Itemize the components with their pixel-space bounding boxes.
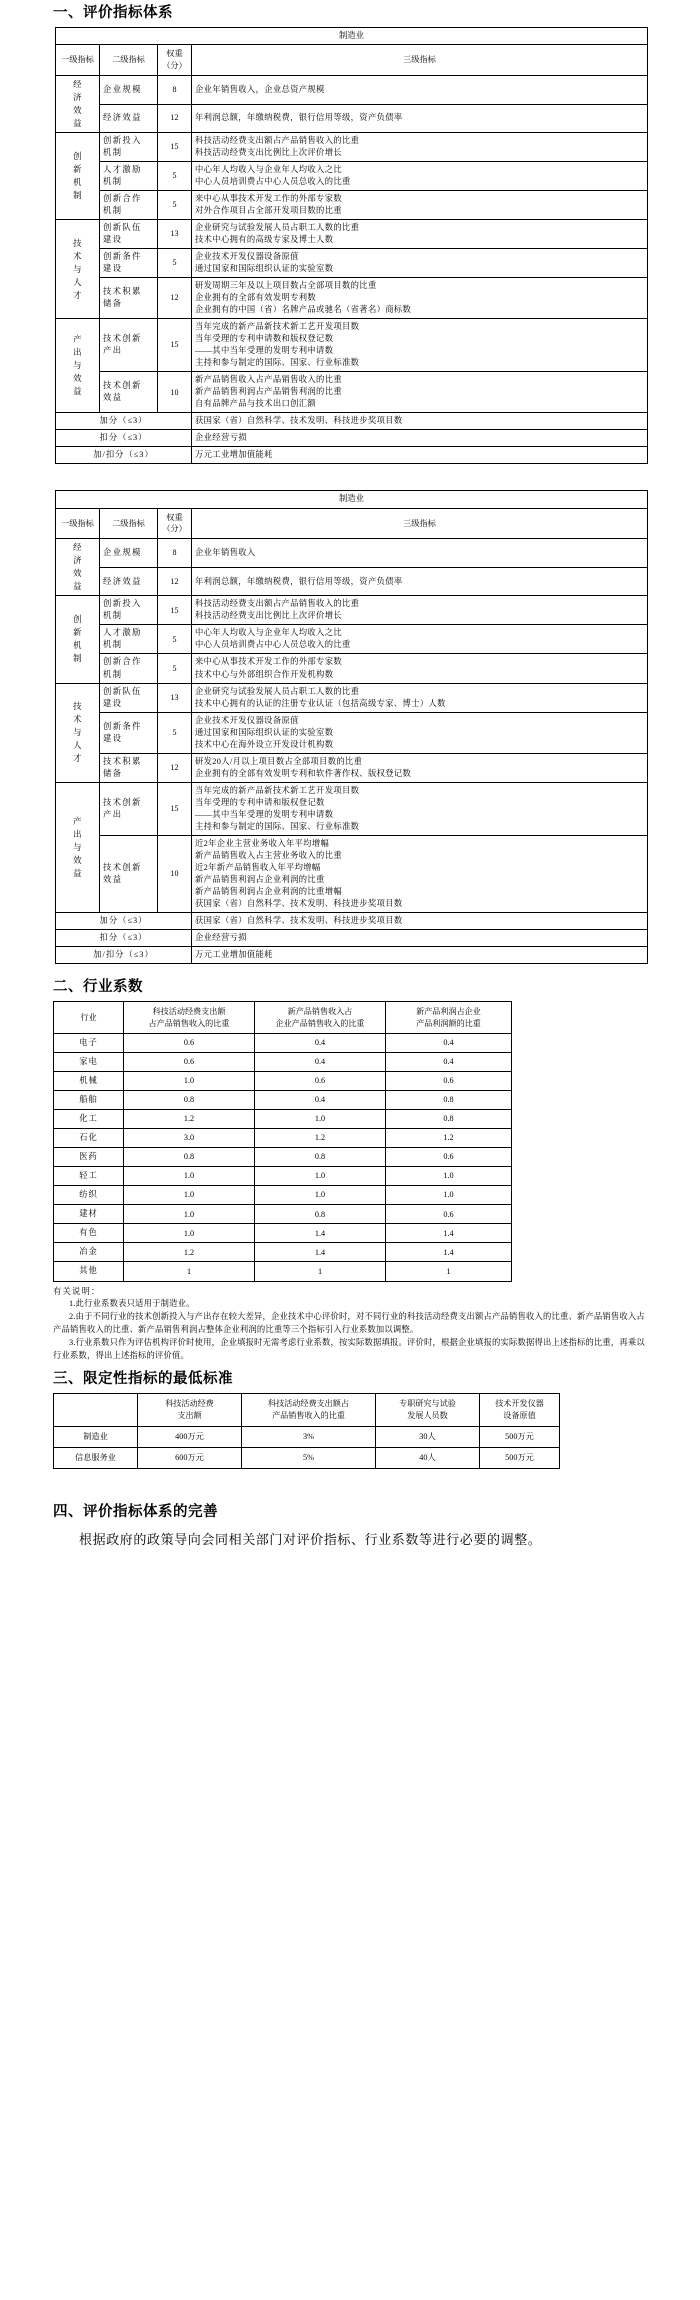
coef-row <box>54 1091 512 1110</box>
coef-value-cell-1: 1.0 <box>124 1224 255 1243</box>
coef-industry-cell: 其他 <box>54 1262 124 1281</box>
level3-line: ——其中当年受理的发明专利申请数 <box>195 809 334 819</box>
level1-cell: 经 济 效 益 <box>56 75 100 132</box>
table-extra-row <box>56 413 648 430</box>
extra-value-cell: 获国家（省）自然科学、技术发明、科技进步奖项目数 <box>192 912 648 929</box>
level3-line: 主持和参与制定的国际、国家、行业标准数 <box>195 821 360 831</box>
weight-cell: 15 <box>158 782 192 835</box>
level1-cell: 创 新 机 制 <box>56 596 100 683</box>
level2-cell: 技术创新 产出 <box>100 319 158 372</box>
level3-line: 企业研究与试验发展人员占职工人数的比重 <box>195 686 360 696</box>
level3-cell <box>192 372 648 413</box>
level3-cell <box>192 539 648 568</box>
weight-cell: 5 <box>158 625 192 654</box>
min-name-cell: 制造业 <box>54 1426 138 1447</box>
section-4-title: 四、评价指标体系的完善 <box>53 1503 218 1520</box>
min-value-cell-3: 40人 <box>376 1447 480 1468</box>
coef-value-cell-1: 0.6 <box>124 1034 255 1053</box>
level3-cell <box>192 249 648 278</box>
weight-cell: 15 <box>158 319 192 372</box>
level3-cell <box>192 133 648 162</box>
coef-row <box>54 1110 512 1129</box>
level2-cell: 创新条件 建设 <box>100 712 158 753</box>
header-weight: 权重 （分） <box>158 508 192 539</box>
table-row <box>56 249 648 278</box>
level2-cell: 经济效益 <box>100 104 158 133</box>
table-row <box>56 625 648 654</box>
coef-value-cell-3: 1.2 <box>386 1129 512 1148</box>
level3-cell <box>192 278 648 319</box>
table-extra-row <box>56 912 648 929</box>
weight-cell: 8 <box>158 75 192 104</box>
min-header-cell-1: 科技活动经费 支出额 <box>138 1393 242 1426</box>
min-value-cell-1: 600万元 <box>138 1447 242 1468</box>
weight-cell: 10 <box>158 835 192 912</box>
coef-industry-cell: 机械 <box>54 1072 124 1091</box>
weight-cell: 12 <box>158 278 192 319</box>
coef-value-cell-2: 0.4 <box>255 1091 386 1110</box>
weight-cell: 12 <box>158 567 192 596</box>
level3-line: 当年受理的专利申请数和版权登记数 <box>195 334 334 344</box>
header-level1: 一级指标 <box>56 45 100 76</box>
coef-value-cell-2: 1.0 <box>255 1167 386 1186</box>
weight-cell: 15 <box>158 596 192 625</box>
min-value-cell-2: 3% <box>242 1426 376 1447</box>
note-item-3: 3.行业系数只作为评估机构评价时使用，企业填报时无需考虑行业系数，按实际数据填报。评价时，根据企业填报的实际数据得出上述指标的比重，再乘以行业系数，得出上述指标的评价值。 <box>53 1337 645 1360</box>
level3-line: 技术中心与外部组织合作开发机构数 <box>195 669 334 679</box>
industry-coefficient-table <box>53 1001 512 1282</box>
level3-line: 科技活动经费支出比例比上次评价增长 <box>195 611 342 621</box>
coef-value-cell-2: 0.8 <box>255 1148 386 1167</box>
table-row <box>56 683 648 712</box>
table-row <box>56 319 648 372</box>
coef-value-cell-2: 1.2 <box>255 1129 386 1148</box>
coef-value-cell-1: 1 <box>124 1262 255 1281</box>
table-row <box>56 104 648 133</box>
coef-value-cell-3: 0.4 <box>386 1053 512 1072</box>
coef-value-cell-3: 1 <box>386 1262 512 1281</box>
coef-header-cell-1: 科技活动经费支出额 占产品销售收入的比重 <box>124 1001 255 1033</box>
coef-value-cell-2: 1 <box>255 1262 386 1281</box>
table-row <box>56 654 648 683</box>
coef-row <box>54 1167 512 1186</box>
level2-cell: 人才激励 机制 <box>100 162 158 191</box>
coef-industry-cell: 船舶 <box>54 1091 124 1110</box>
table-row <box>56 712 648 753</box>
level2-cell: 创新合作 机制 <box>100 191 158 220</box>
coef-value-cell-3: 0.4 <box>386 1034 512 1053</box>
table-extra-row <box>56 430 648 447</box>
coef-value-cell-2: 0.6 <box>255 1072 386 1091</box>
level3-line: 来中心从事技术开发工作的外部专家数 <box>195 194 342 204</box>
coef-row <box>54 1148 512 1167</box>
extra-value-cell: 企业经营亏损 <box>192 430 648 447</box>
level3-line: 研发20人/月以上项目数占全部项目数的比重 <box>195 756 363 766</box>
level3-cell <box>192 712 648 753</box>
level2-cell: 经济效益 <box>100 567 158 596</box>
extra-label-cell: 加分（≤3） <box>56 413 192 430</box>
level3-line: 企业拥有的中国（省）名牌产品或驰名（省著名）商标数 <box>195 305 412 315</box>
level3-cell <box>192 596 648 625</box>
weight-cell: 8 <box>158 539 192 568</box>
coef-value-cell-2: 0.4 <box>255 1034 386 1053</box>
level2-cell: 创新队伍 建设 <box>100 683 158 712</box>
level3-line: 技术中心拥有的认证的注册专业认证（包括高级专家、博士）人数 <box>195 698 446 708</box>
min-name-cell: 信息服务业 <box>54 1447 138 1468</box>
coef-row <box>54 1072 512 1091</box>
weight-cell: 5 <box>158 191 192 220</box>
weight-cell: 13 <box>158 220 192 249</box>
level3-cell <box>192 104 648 133</box>
level3-cell <box>192 683 648 712</box>
coef-value-cell-3: 1.4 <box>386 1243 512 1262</box>
table-1-wrapper <box>55 27 700 464</box>
coef-value-cell-1: 1.0 <box>124 1186 255 1205</box>
coef-value-cell-2: 0.8 <box>255 1205 386 1224</box>
level2-cell: 创新队伍 建设 <box>100 220 158 249</box>
coef-value-cell-3: 0.8 <box>386 1110 512 1129</box>
coef-industry-cell: 轻工 <box>54 1167 124 1186</box>
table-row <box>56 372 648 413</box>
coef-row <box>54 1243 512 1262</box>
weight-cell: 13 <box>158 683 192 712</box>
level3-cell <box>192 220 648 249</box>
min-value-cell-4: 500万元 <box>480 1426 560 1447</box>
min-header-row <box>54 1393 560 1426</box>
header-level2: 二级指标 <box>100 45 158 76</box>
min-header-cell-3: 专职研究与试验 发展人员数 <box>376 1393 480 1426</box>
coef-value-cell-1: 0.6 <box>124 1053 255 1072</box>
level3-line: 来中心从事技术开发工作的外部专家数 <box>195 657 342 667</box>
header-level2: 二级指标 <box>100 508 158 539</box>
coef-header-cell-3: 新产品利润占企业 产品利润额的比重 <box>386 1001 512 1033</box>
note-item-1: 1.此行业系数表只适用于制造业。 <box>69 1299 195 1309</box>
level3-line: 新产品销售收入占产品销售收入的比重 <box>195 375 342 385</box>
coef-row <box>54 1129 512 1148</box>
level3-line: 中心年人均收入与企业年人均收入之比 <box>195 628 342 638</box>
extra-label-cell: 加分（≤3） <box>56 912 192 929</box>
level1-cell: 创 新 机 制 <box>56 133 100 220</box>
level2-cell: 技术创新 产出 <box>100 782 158 835</box>
coef-value-cell-1: 3.0 <box>124 1129 255 1148</box>
level3-line: 科技活动经费支出比例比上次评价增长 <box>195 148 342 158</box>
level3-line: 通过国家和国际组织认证的实验室数 <box>195 264 334 274</box>
level3-cell <box>192 567 648 596</box>
table-row <box>56 782 648 835</box>
level3-line: 技术中心在海外设立开发设计机构数 <box>195 739 334 749</box>
level3-line: 科技活动经费支出额占产品销售收入的比重 <box>195 136 360 146</box>
header-level3: 三级指标 <box>192 508 648 539</box>
coef-header-row <box>54 1001 512 1033</box>
coef-value-cell-2: 1.0 <box>255 1186 386 1205</box>
table-header-row <box>56 508 648 539</box>
level3-line: 近2年新产品销售收入年平均增幅 <box>195 862 321 872</box>
coef-value-cell-3: 0.6 <box>386 1205 512 1224</box>
coef-value-cell-2: 0.4 <box>255 1053 386 1072</box>
level3-cell <box>192 75 648 104</box>
industry-title-cell: 制造业 <box>56 28 648 45</box>
table-row <box>56 596 648 625</box>
coef-value-cell-1: 1.0 <box>124 1205 255 1224</box>
level1-cell: 经 济 效 益 <box>56 539 100 596</box>
table-row <box>56 539 648 568</box>
coef-industry-cell: 有色 <box>54 1224 124 1243</box>
section-1-title: 一、评价指标体系 <box>53 5 173 21</box>
level2-cell: 企业规模 <box>100 539 158 568</box>
table-title-row <box>56 491 648 508</box>
extra-label-cell: 扣分（≤3） <box>56 430 192 447</box>
coef-industry-cell: 纺织 <box>54 1186 124 1205</box>
coef-row <box>54 1186 512 1205</box>
level1-cell: 产 出 与 效 益 <box>56 319 100 413</box>
coef-row <box>54 1034 512 1053</box>
coef-row <box>54 1224 512 1243</box>
table-extra-row <box>56 447 648 464</box>
level3-line: 对外合作项目占全部开发项目数的比重 <box>195 206 342 216</box>
level3-cell <box>192 753 648 782</box>
weight-cell: 15 <box>158 133 192 162</box>
evaluation-index-table-1 <box>55 27 648 464</box>
extra-label-cell: 加/扣分（≤3） <box>56 946 192 963</box>
closing-paragraph: 根据政府的政策导向会同相关部门对评价指标、行业系数等进行必要的调整。 <box>79 1531 542 1547</box>
level3-line: 企业年销售收入 <box>195 548 256 558</box>
level3-line: 企业拥有的全部有效发明专利数 <box>195 293 317 303</box>
weight-cell: 5 <box>158 249 192 278</box>
coef-value-cell-3: 0.8 <box>386 1091 512 1110</box>
table-2-wrapper <box>55 490 700 963</box>
min-row <box>54 1447 560 1468</box>
table-extra-row <box>56 946 648 963</box>
level3-line: 年利润总额，年缴纳税费，银行信用等级，资产负债率 <box>195 576 403 586</box>
level3-cell <box>192 625 648 654</box>
min-header-cell-4: 技术开发仪器 设备原值 <box>480 1393 560 1426</box>
coef-row <box>54 1053 512 1072</box>
min-value-cell-4: 500万元 <box>480 1447 560 1468</box>
level3-line: 中心人员培训费占中心人员总收入的比重 <box>195 177 351 187</box>
coef-row <box>54 1205 512 1224</box>
coef-industry-cell: 化工 <box>54 1110 124 1129</box>
level2-cell: 技术积累 储备 <box>100 278 158 319</box>
table-row <box>56 835 648 912</box>
level2-cell: 技术积累 储备 <box>100 753 158 782</box>
header-level1: 一级指标 <box>56 508 100 539</box>
min-header-cell-2: 科技活动经费支出额占 产品销售收入的比重 <box>242 1393 376 1426</box>
table-header-row <box>56 45 648 76</box>
coef-header-cell-2: 新产品销售收入占 企业产品销售收入的比重 <box>255 1001 386 1033</box>
level3-line: 新产品销售利润占产品销售利润的比重 <box>195 387 342 397</box>
coef-value-cell-1: 0.8 <box>124 1148 255 1167</box>
coef-row <box>54 1262 512 1281</box>
minimum-standard-table <box>53 1393 560 1469</box>
level2-cell: 创新投入 机制 <box>100 596 158 625</box>
coef-value-cell-3: 1.4 <box>386 1224 512 1243</box>
coef-value-cell-3: 0.6 <box>386 1148 512 1167</box>
coef-value-cell-3: 1.0 <box>386 1186 512 1205</box>
table-row <box>56 220 648 249</box>
min-header-cell-0 <box>54 1393 138 1426</box>
coef-industry-cell: 电子 <box>54 1034 124 1053</box>
table-row <box>56 567 648 596</box>
level1-cell: 产 出 与 效 益 <box>56 782 100 912</box>
header-level3: 三级指标 <box>192 45 648 76</box>
coef-value-cell-1: 1.0 <box>124 1167 255 1186</box>
table-row <box>56 162 648 191</box>
weight-cell: 12 <box>158 753 192 782</box>
coef-value-cell-1: 1.0 <box>124 1072 255 1091</box>
level3-line: 中心人员培训费占中心人员总收入的比重 <box>195 640 351 650</box>
coef-value-cell-1: 0.8 <box>124 1091 255 1110</box>
coef-value-cell-3: 0.6 <box>386 1072 512 1091</box>
weight-cell: 5 <box>158 654 192 683</box>
level3-line: 研发周期三年及以上项目数占全部项目数的比重 <box>195 281 377 291</box>
extra-value-cell: 万元工业增加值能耗 <box>192 447 648 464</box>
level3-line: 企业研究与试验发展人员占职工人数的比重 <box>195 223 360 233</box>
level3-line: 自有品牌产品与技术出口创汇额 <box>195 399 317 409</box>
level3-line: 主持和参与制定的国际、国家、行业标准数 <box>195 358 360 368</box>
weight-cell: 12 <box>158 104 192 133</box>
level3-line: 企业技术开发仪器设备原值 <box>195 252 299 262</box>
level3-line: 通过国家和国际组织认证的实验室数 <box>195 727 334 737</box>
note-item-2: 2.由于不同行业的技术创新投入与产出存在较大差异，企业技术中心评价时，对不同行业的科技活动经费支出额占产品销售收入的比重、新产品销售收入占产品销售收入的比重、新产品销售利润占整体企业利润的比重等三个指标引入行业系数加以调整。 <box>53 1312 645 1335</box>
level3-cell <box>192 319 648 372</box>
level1-cell: 技 术 与 人 才 <box>56 683 100 782</box>
weight-cell: 5 <box>158 712 192 753</box>
level2-cell: 技术创新 效益 <box>100 835 158 912</box>
level2-cell: 企业规模 <box>100 75 158 104</box>
level3-line: 科技活动经费支出额占产品销售收入的比重 <box>195 599 360 609</box>
level3-cell <box>192 654 648 683</box>
min-value-cell-1: 400万元 <box>138 1426 242 1447</box>
coef-value-cell-2: 1.4 <box>255 1243 386 1262</box>
table-row <box>56 191 648 220</box>
coef-value-cell-3: 1.0 <box>386 1167 512 1186</box>
level3-line: 新产品销售利润占企业利润的比重增幅 <box>195 886 342 896</box>
extra-label-cell: 扣分（≤3） <box>56 929 192 946</box>
level2-cell: 人才激励 机制 <box>100 625 158 654</box>
coef-value-cell-2: 1.0 <box>255 1110 386 1129</box>
level3-line: 技术中心拥有的高级专家及博士人数 <box>195 235 334 245</box>
level3-line: 企业年销售收入，企业总资产规模 <box>195 84 325 94</box>
section-2-title: 二、行业系数 <box>53 978 143 995</box>
extra-label-cell: 加/扣分（≤3） <box>56 447 192 464</box>
min-value-cell-3: 30人 <box>376 1426 480 1447</box>
table-title-row <box>56 28 648 45</box>
level3-cell <box>192 191 648 220</box>
weight-cell: 10 <box>158 372 192 413</box>
level3-line: 当年受理的专利申请和版权登记数 <box>195 797 325 807</box>
level2-cell: 创新投入 机制 <box>100 133 158 162</box>
evaluation-index-table-2 <box>55 490 648 963</box>
header-weight: 权重 （分） <box>158 45 192 76</box>
notes-title: 有关说明： <box>53 1286 101 1296</box>
coef-value-cell-2: 1.4 <box>255 1224 386 1243</box>
level3-line: 中心年人均收入与企业年人均收入之比 <box>195 165 342 175</box>
extra-value-cell: 获国家（省）自然科学、技术发明、科技进步奖项目数 <box>192 413 648 430</box>
extra-value-cell: 企业经营亏损 <box>192 929 648 946</box>
level3-line: 新产品销售利润占企业利润的比重 <box>195 874 325 884</box>
coef-industry-cell: 医药 <box>54 1148 124 1167</box>
coef-header-cell-0: 行业 <box>54 1001 124 1033</box>
extra-value-cell: 万元工业增加值能耗 <box>192 946 648 963</box>
table-row <box>56 75 648 104</box>
level3-line: 企业技术开发仪器设备原值 <box>195 715 299 725</box>
notes-block <box>53 1286 649 1363</box>
level3-cell <box>192 782 648 835</box>
level3-line: 当年完成的新产品新技术新工艺开发项目数 <box>195 322 360 332</box>
level3-line: 获国家（省）自然科学、技术发明、科技进步奖项目数 <box>195 898 403 908</box>
level3-cell <box>192 162 648 191</box>
level3-line: 企业拥有的全部有效发明专利和软件著作权、版权登记数 <box>195 768 412 778</box>
min-row <box>54 1426 560 1447</box>
table-extra-row <box>56 929 648 946</box>
closing-paragraph-block <box>53 1529 653 1552</box>
level3-line: 当年完成的新产品新技术新工艺开发项目数 <box>195 785 360 795</box>
industry-title-cell: 制造业 <box>56 491 648 508</box>
table-row <box>56 278 648 319</box>
coef-industry-cell: 家电 <box>54 1053 124 1072</box>
min-value-cell-2: 5% <box>242 1447 376 1468</box>
level3-cell <box>192 835 648 912</box>
weight-cell: 5 <box>158 162 192 191</box>
level3-line: ——其中当年受理的发明专利申请数 <box>195 346 334 356</box>
coef-industry-cell: 石化 <box>54 1129 124 1148</box>
level2-cell: 技术创新 效益 <box>100 372 158 413</box>
coef-industry-cell: 冶金 <box>54 1243 124 1262</box>
level3-line: 近2年企业主营业务收入年平均增幅 <box>195 838 330 848</box>
coef-value-cell-1: 1.2 <box>124 1110 255 1129</box>
table-row <box>56 133 648 162</box>
level3-line: 年利润总额，年缴纳税费，银行信用等级，资产负债率 <box>195 113 403 123</box>
section-3-title: 三、限定性指标的最低标准 <box>53 1370 233 1387</box>
level2-cell: 创新合作 机制 <box>100 654 158 683</box>
level1-cell: 技 术 与 人 才 <box>56 220 100 319</box>
level2-cell: 创新条件 建设 <box>100 249 158 278</box>
coef-industry-cell: 建材 <box>54 1205 124 1224</box>
level3-line: 新产品销售收入占主营业务收入的比重 <box>195 850 342 860</box>
table-row <box>56 753 648 782</box>
coef-value-cell-1: 1.2 <box>124 1243 255 1262</box>
